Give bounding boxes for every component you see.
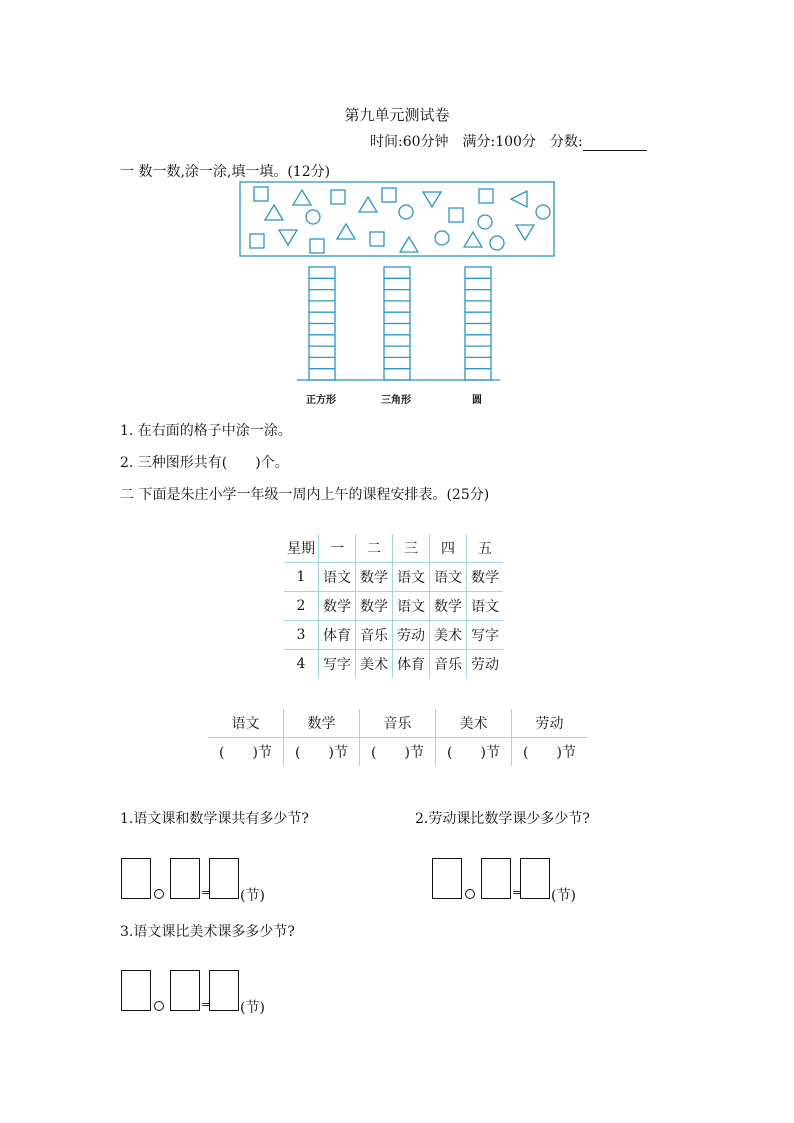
triangle-shape [511, 191, 527, 207]
schedule-row [284, 592, 503, 621]
schedule-cell: 语文 [393, 592, 430, 621]
schedule-header-cell: 五 [467, 534, 504, 563]
schedule-cell: 数学 [356, 563, 393, 592]
schedule-cell: 1 [284, 563, 319, 592]
schedule-header-row [284, 534, 503, 563]
schedule-cell: 音乐 [430, 650, 467, 679]
answer-box[interactable] [520, 858, 550, 899]
s1-question-1: 1. 在右面的格子中涂一涂。 [120, 423, 292, 439]
count-table [208, 709, 587, 766]
triangle-shape [423, 192, 441, 207]
schedule-cell: 数学 [356, 592, 393, 621]
schedule-header-cell: 四 [430, 534, 467, 563]
count-header-row [208, 709, 587, 738]
schedule-cell: 语文 [393, 563, 430, 592]
square-shape [449, 208, 463, 222]
operator-circle[interactable] [154, 889, 164, 899]
triangle-shape [337, 224, 355, 239]
schedule-cell: 美术 [356, 650, 393, 679]
square-shape [310, 239, 324, 253]
s2-question-3: 3.语文课比美术课多多少节? [120, 924, 295, 940]
operator-circle[interactable] [154, 1001, 164, 1011]
schedule-row [284, 563, 503, 592]
unit-label: (节) [240, 1000, 265, 1016]
operator-circle[interactable] [465, 889, 475, 899]
schedule-cell: 语文 [430, 563, 467, 592]
schedule-row [284, 621, 503, 650]
unit-label: (节) [551, 888, 576, 904]
schedule-header-cell: 三 [393, 534, 430, 563]
schedule-cell: 3 [284, 621, 319, 650]
circle-shape [478, 215, 492, 229]
circle-shape [435, 231, 449, 245]
schedule-cell: 劳动 [471, 657, 499, 673]
square-shape [254, 187, 268, 201]
schedule-header-cell: 二 [356, 534, 393, 563]
circle-shape [306, 210, 320, 224]
triangle-shape [279, 230, 297, 245]
section1-heading: 一 数一数,涂一涂,填一填。(12分) [120, 164, 331, 180]
answer-box[interactable] [170, 858, 200, 899]
schedule-cell: 体育 [393, 650, 430, 679]
equals-sign: = [512, 886, 522, 899]
count-subject-cell: 音乐 [360, 709, 436, 738]
unit-label: (节) [240, 888, 265, 904]
circle-shape [536, 205, 550, 219]
square-shape [382, 188, 396, 202]
count-subject-cell: 数学 [284, 709, 360, 738]
count-answer-cell[interactable]: ( )节 [436, 738, 512, 767]
answer-box[interactable] [481, 858, 511, 899]
exam-meta-text: 时间:60分钟 满分:100分 分数: [370, 134, 583, 150]
triangle-shape [464, 232, 482, 247]
count-answer-cell[interactable]: ( )节 [208, 738, 284, 767]
answer-box[interactable] [170, 970, 200, 1011]
square-shape [331, 190, 345, 204]
schedule-header-cell: 一 [319, 534, 356, 563]
schedule-header-cell: 星期 [284, 534, 319, 563]
circle-shape [490, 236, 504, 250]
triangle-shape [265, 205, 283, 220]
answer-box[interactable] [121, 858, 151, 899]
count-answer-cell[interactable]: ( )节 [360, 738, 436, 767]
equals-sign: = [201, 886, 211, 899]
triangle-shape [516, 225, 534, 240]
section2-heading: 二 下面是朱庄小学一年级一周内上午的课程安排表。(25分) [120, 487, 490, 503]
schedule-cell: 语文 [319, 563, 356, 592]
answer-box[interactable] [432, 858, 462, 899]
answer-box[interactable] [209, 858, 239, 899]
count-answer-cell[interactable]: ( )节 [284, 738, 360, 767]
legend-square: 正方形 [306, 395, 336, 406]
count-answer-row [208, 738, 587, 767]
square-shape [370, 232, 384, 246]
answer-box[interactable] [121, 970, 151, 1011]
schedule-cell: 数学 [430, 592, 467, 621]
schedule-cell: 体育 [319, 621, 356, 650]
schedule-cell: 数学 [319, 592, 356, 621]
page-title: 第九单元测试卷 [344, 106, 450, 124]
circle-shape [399, 205, 413, 219]
s2-question-1: 1.语文课和数学课共有多少节? [120, 811, 309, 827]
count-subject-cell: 语文 [208, 709, 284, 738]
schedule-cell: 美术 [430, 621, 467, 650]
triangle-shape [359, 197, 377, 212]
shape-figure [0, 0, 794, 420]
schedule-table [284, 534, 503, 678]
legend-triangle: 三角形 [381, 395, 411, 406]
schedule-cell: 写字 [319, 650, 356, 679]
shapes-box [240, 182, 554, 256]
schedule-cell: 音乐 [356, 621, 393, 650]
schedule-cell: 数学 [467, 563, 504, 592]
triangle-shape [293, 190, 311, 205]
schedule-cell: 写字 [467, 621, 504, 650]
triangle-shape [400, 237, 418, 252]
schedule-cell: 4 [284, 650, 319, 679]
count-answer-cell[interactable]: ( )节 [523, 745, 576, 761]
answer-box[interactable] [209, 970, 239, 1011]
count-subject-cell: 劳动 [512, 709, 588, 738]
square-shape [479, 189, 493, 203]
schedule-cell: 语文 [467, 592, 504, 621]
legend-circle: 圆 [472, 395, 482, 406]
square-shape [250, 234, 264, 248]
equals-sign: = [201, 998, 211, 1011]
schedule-row [284, 650, 503, 679]
s1-question-2: 2. 三种图形共有( )个。 [120, 455, 289, 471]
s2-question-2: 2.劳动课比数学课少多少节? [415, 811, 590, 827]
count-subject-cell: 美术 [436, 709, 512, 738]
schedule-cell: 劳动 [393, 621, 430, 650]
schedule-cell: 2 [284, 592, 319, 621]
